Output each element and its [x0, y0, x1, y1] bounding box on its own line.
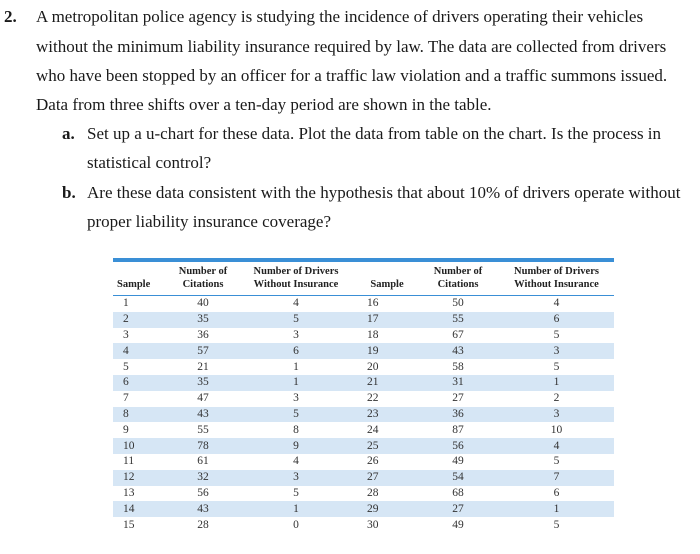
cell-citations-left: 28 — [197, 518, 209, 531]
cell-sample-right: 30 — [367, 518, 379, 531]
cell-drivers-left: 1 — [235, 375, 357, 391]
cell-drivers-right: 10 — [550, 423, 563, 436]
cell-drivers-right: 6 — [553, 486, 560, 499]
intro-line-4: Data from three shifts over a ten-day period are shown in the table. — [36, 95, 492, 114]
cell-sample-left: 13 — [123, 486, 135, 499]
cell-citations-right: 55 — [417, 312, 499, 328]
cell-drivers-right: 3 — [499, 343, 614, 359]
cell-citations-right: 43 — [417, 343, 499, 359]
table-row — [113, 359, 614, 375]
cell-sample-left: 10 — [113, 438, 171, 454]
header-citations-left — [171, 262, 235, 296]
cell-citations-right: 27 — [417, 501, 499, 517]
cell-citations-right: 27 — [452, 392, 464, 405]
intro-line-3: who have been stopped by an officer for a traffic law violation and a traffic summons issued. — [36, 66, 668, 85]
table-row — [113, 328, 614, 344]
cell-citations-right: 68 — [452, 486, 464, 499]
cell-citations-right: 49 — [452, 518, 464, 531]
cell-citations-left: 35 — [171, 312, 235, 328]
cell-drivers-left: 5 — [235, 407, 357, 423]
cell-drivers-right: 7 — [499, 470, 614, 486]
data-table-container — [113, 258, 614, 533]
cell-sample-right: 23 — [357, 407, 417, 423]
cell-citations-right: 50 — [452, 297, 464, 310]
cell-sample-left: 15 — [123, 518, 135, 531]
table-body — [113, 296, 614, 533]
part-a-line-2: statistical control? — [87, 153, 212, 172]
cell-sample-left: 9 — [123, 423, 129, 436]
part-a-line-1: Set up a u-chart for these data. Plot the data from table on the chart. Is the process in — [87, 124, 662, 143]
cell-sample-right: 22 — [367, 392, 379, 405]
cell-drivers-left: 1 — [235, 501, 357, 517]
table-row — [113, 486, 614, 502]
cell-citations-left: 78 — [171, 438, 235, 454]
cell-citations-right: 49 — [452, 455, 464, 468]
cell-drivers-left: 9 — [235, 438, 357, 454]
cell-citations-left: 61 — [197, 455, 209, 468]
cell-sample-right: 27 — [357, 470, 417, 486]
cell-sample-left: 3 — [123, 328, 129, 341]
cell-sample-right: 16 — [367, 297, 379, 310]
header-drivers-line2: Without Insurance — [514, 279, 599, 290]
cell-citations-right: 36 — [417, 407, 499, 423]
table-row — [113, 312, 614, 328]
cell-sample-right: 29 — [357, 501, 417, 517]
header-citations-line2: Citations — [182, 279, 224, 290]
cell-sample-right: 19 — [357, 343, 417, 359]
cell-drivers-right: 6 — [499, 312, 614, 328]
cell-drivers-right: 5 — [553, 455, 560, 468]
header-citations-line1: Number of — [178, 266, 228, 277]
cell-drivers-right: 4 — [499, 438, 614, 454]
table-row — [113, 454, 614, 470]
cell-sample-right: 21 — [357, 375, 417, 391]
cell-sample-right: 17 — [357, 312, 417, 328]
header-drivers-line1: Number of Drivers — [514, 266, 599, 277]
cell-citations-left: 32 — [171, 470, 235, 486]
cell-sample-right: 25 — [357, 438, 417, 454]
citations-table — [113, 258, 614, 533]
cell-drivers-left: 3 — [293, 328, 299, 341]
cell-sample-left: 5 — [123, 360, 129, 373]
table-row — [113, 517, 614, 533]
cell-sample-left: 11 — [123, 455, 135, 468]
cell-citations-right: 54 — [417, 470, 499, 486]
cell-drivers-left: 5 — [293, 486, 299, 499]
cell-drivers-right: 5 — [553, 360, 560, 373]
cell-citations-right: 67 — [452, 328, 464, 341]
table-row — [113, 296, 614, 312]
header-sample-left: Sample — [113, 262, 171, 296]
cell-citations-left: 55 — [197, 423, 209, 436]
cell-drivers-right: 3 — [499, 407, 614, 423]
table-row — [113, 375, 614, 391]
cell-drivers-left: 3 — [293, 392, 299, 405]
cell-drivers-left: 5 — [235, 312, 357, 328]
table-row — [113, 407, 614, 423]
cell-sample-left: 4 — [113, 343, 171, 359]
problem-number: 2. — [4, 7, 17, 26]
part-b-label: b. — [62, 183, 76, 202]
cell-sample-right: 26 — [367, 455, 379, 468]
cell-drivers-left: 3 — [235, 470, 357, 486]
cell-citations-left: 21 — [197, 360, 209, 373]
cell-sample-right: 24 — [367, 423, 379, 436]
table-row — [113, 343, 614, 359]
cell-sample-left: 8 — [113, 407, 171, 423]
header-drivers-right — [499, 262, 614, 296]
cell-drivers-right: 5 — [553, 518, 560, 531]
table-row — [113, 391, 614, 407]
cell-citations-left: 36 — [197, 328, 209, 341]
part-b-line-2: proper liability insurance coverage? — [87, 212, 332, 231]
cell-drivers-left: 4 — [293, 455, 299, 468]
intro-line-1: A metropolitan police agency is studying the incidence of drivers operating their vehicles — [36, 7, 644, 26]
table-row — [113, 422, 614, 438]
cell-drivers-left: 1 — [293, 360, 299, 373]
table-row — [113, 438, 614, 454]
header-citations-line2: Citations — [437, 279, 479, 290]
header-drivers-line1: Number of Drivers — [253, 266, 339, 277]
part-b-line-1: Are these data consistent with the hypothesis that about 10% of drivers operate without — [87, 183, 681, 202]
header-citations-line1: Number of — [433, 266, 483, 277]
cell-citations-left: 47 — [197, 392, 209, 405]
cell-drivers-right: 4 — [553, 297, 560, 310]
header-citations-right — [417, 262, 499, 296]
cell-drivers-left: 6 — [235, 343, 357, 359]
cell-citations-left: 43 — [171, 501, 235, 517]
cell-sample-left: 6 — [113, 375, 171, 391]
cell-sample-right: 28 — [367, 486, 379, 499]
cell-sample-right: 18 — [367, 328, 379, 341]
cell-drivers-right: 2 — [553, 392, 560, 405]
cell-drivers-left: 0 — [293, 518, 299, 531]
table-row — [113, 470, 614, 486]
cell-drivers-right: 5 — [553, 328, 560, 341]
cell-sample-left: 14 — [113, 501, 171, 517]
cell-citations-right: 56 — [417, 438, 499, 454]
cell-citations-right: 87 — [452, 423, 464, 436]
cell-sample-left: 1 — [123, 297, 129, 310]
cell-drivers-left: 8 — [293, 423, 299, 436]
cell-citations-right: 58 — [452, 360, 464, 373]
cell-sample-left: 2 — [113, 312, 171, 328]
table-row — [113, 501, 614, 517]
cell-drivers-right: 1 — [499, 375, 614, 391]
cell-citations-right: 31 — [417, 375, 499, 391]
header-drivers-left — [235, 262, 357, 296]
cell-drivers-right: 1 — [499, 501, 614, 517]
cell-citations-left: 35 — [171, 375, 235, 391]
header-sample-right: Sample — [357, 262, 417, 296]
cell-sample-left: 12 — [113, 470, 171, 486]
header-drivers-line2: Without Insurance — [253, 279, 339, 290]
cell-sample-right: 20 — [367, 360, 379, 373]
cell-citations-left: 56 — [197, 486, 209, 499]
cell-sample-left: 7 — [123, 392, 129, 405]
intro-line-2: without the minimum liability insurance required by law. The data are collected from drivers — [36, 37, 667, 56]
part-a-label: a. — [62, 124, 75, 143]
cell-citations-left: 43 — [171, 407, 235, 423]
cell-drivers-left: 4 — [293, 297, 299, 310]
cell-citations-left: 40 — [197, 297, 209, 310]
cell-citations-left: 57 — [171, 343, 235, 359]
